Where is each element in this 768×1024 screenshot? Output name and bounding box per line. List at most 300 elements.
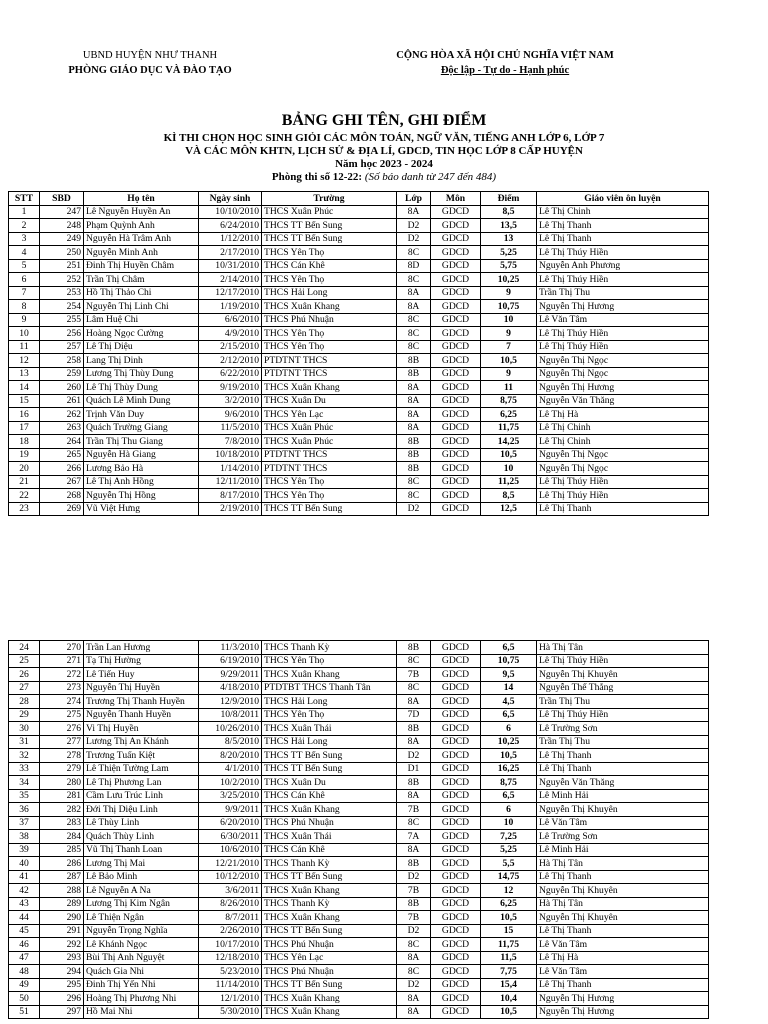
class-cell: 8B: [397, 722, 431, 736]
teacher-cell: Nguyễn Thị Ngọc: [537, 462, 709, 476]
table-row: [9, 654, 709, 668]
table-row: [9, 978, 709, 992]
dob-cell: 5/23/2010: [199, 965, 262, 979]
school-cell: THCS Yên Thọ: [262, 708, 397, 722]
subject-cell: GDCD: [431, 232, 481, 246]
class-cell: 8C: [397, 327, 431, 341]
score-cell: 10,75: [481, 300, 537, 314]
stt-cell: 33: [9, 762, 40, 776]
dob-cell: 10/12/2010: [199, 870, 262, 884]
table-row: [9, 354, 709, 368]
table-row: [9, 408, 709, 422]
table-row: [9, 924, 709, 938]
table-row: [9, 843, 709, 857]
name-cell: Lê Thị Anh Hồng: [84, 475, 199, 489]
school-cell: THCS Cán Khê: [262, 259, 397, 273]
sbd-cell: 264: [40, 435, 84, 449]
score-cell: 10,25: [481, 735, 537, 749]
sbd-cell: 278: [40, 749, 84, 763]
score-cell: 6: [481, 722, 537, 736]
name-cell: Trần Thị Châm: [84, 273, 199, 287]
name-cell: Bùi Thị Anh Nguyệt: [84, 951, 199, 965]
stt-cell: 43: [9, 897, 40, 911]
title-block: [0, 110, 768, 184]
score-cell: 14: [481, 681, 537, 695]
table-row: [9, 938, 709, 952]
class-cell: 8A: [397, 286, 431, 300]
stt-cell: 3: [9, 232, 40, 246]
sbd-cell: 258: [40, 354, 84, 368]
sbd-cell: 280: [40, 776, 84, 790]
class-cell: 8C: [397, 313, 431, 327]
school-cell: THCS Xuân Khang: [262, 668, 397, 682]
teacher-cell: Nguyễn Thị Ngọc: [537, 367, 709, 381]
score-cell: 10,5: [481, 749, 537, 763]
class-cell: 8B: [397, 641, 431, 655]
teacher-cell: Lê Thị Thanh: [537, 502, 709, 516]
col-header-subject: Môn: [431, 192, 481, 206]
table-row: [9, 992, 709, 1006]
stt-cell: 40: [9, 857, 40, 871]
header-right: [360, 48, 650, 78]
stt-cell: 23: [9, 502, 40, 516]
table-row: [9, 870, 709, 884]
class-cell: 8A: [397, 951, 431, 965]
score-cell: 7,25: [481, 830, 537, 844]
teacher-cell: Lê Thị Thúy Hiền: [537, 327, 709, 341]
class-cell: 7B: [397, 668, 431, 682]
teacher-cell: Nguyễn Thị Khuyên: [537, 884, 709, 898]
table-row: [9, 421, 709, 435]
school-cell: THCS TT Bến Sung: [262, 232, 397, 246]
dob-cell: 2/12/2010: [199, 354, 262, 368]
table-row: [9, 749, 709, 763]
class-cell: D2: [397, 219, 431, 233]
school-cell: THCS Xuân Khang: [262, 884, 397, 898]
subject-cell: GDCD: [431, 367, 481, 381]
class-cell: 8C: [397, 475, 431, 489]
school-cell: THCS Thanh Kỳ: [262, 641, 397, 655]
dob-cell: 12/17/2010: [199, 286, 262, 300]
school-cell: PTDTNT THCS: [262, 462, 397, 476]
table-row: [9, 367, 709, 381]
name-cell: Lê Khánh Ngọc: [84, 938, 199, 952]
score-cell: 6,25: [481, 408, 537, 422]
school-cell: THCS Yên Thọ: [262, 273, 397, 287]
stt-cell: 15: [9, 394, 40, 408]
score-cell: 15: [481, 924, 537, 938]
table-row: [9, 448, 709, 462]
score-cell: 12,5: [481, 502, 537, 516]
school-cell: THCS Cán Khê: [262, 843, 397, 857]
teacher-cell: Lê Thị Thanh: [537, 232, 709, 246]
table-body-part2: [9, 641, 709, 1019]
table-row: [9, 816, 709, 830]
dob-cell: 11/14/2010: [199, 978, 262, 992]
sbd-cell: 283: [40, 816, 84, 830]
subject-cell: GDCD: [431, 408, 481, 422]
stt-cell: 34: [9, 776, 40, 790]
subject-cell: GDCD: [431, 695, 481, 709]
stt-cell: 4: [9, 246, 40, 260]
teacher-cell: Lê Thị Thanh: [537, 870, 709, 884]
school-cell: THCS Hải Long: [262, 695, 397, 709]
table-row: [9, 708, 709, 722]
class-cell: 7B: [397, 884, 431, 898]
sbd-cell: 286: [40, 857, 84, 871]
teacher-cell: Nguyễn Thị Hương: [537, 381, 709, 395]
teacher-cell: Nguyễn Thị Hương: [537, 992, 709, 1006]
sbd-cell: 256: [40, 327, 84, 341]
dob-cell: 9/6/2010: [199, 408, 262, 422]
class-cell: 8A: [397, 695, 431, 709]
school-cell: THCS Xuân Du: [262, 776, 397, 790]
score-cell: 5,75: [481, 259, 537, 273]
col-header-school: Trường: [262, 192, 397, 206]
school-cell: THCS TT Bến Sung: [262, 978, 397, 992]
table-row: [9, 381, 709, 395]
sbd-cell: 247: [40, 205, 84, 219]
score-cell: 10: [481, 816, 537, 830]
stt-cell: 42: [9, 884, 40, 898]
name-cell: Cầm Lưu Trúc Linh: [84, 789, 199, 803]
stt-cell: 20: [9, 462, 40, 476]
teacher-cell: Nguyễn Thị Khuyên: [537, 803, 709, 817]
sbd-cell: 295: [40, 978, 84, 992]
class-cell: 8A: [397, 789, 431, 803]
subject-cell: GDCD: [431, 354, 481, 368]
dob-cell: 3/2/2010: [199, 394, 262, 408]
dob-cell: 6/19/2010: [199, 654, 262, 668]
table-row: [9, 313, 709, 327]
table-row: [9, 884, 709, 898]
class-cell: D2: [397, 924, 431, 938]
teacher-cell: Lê Văn Tâm: [537, 313, 709, 327]
name-cell: Phạm Quỳnh Anh: [84, 219, 199, 233]
table-row: [9, 259, 709, 273]
school-cell: THCS Xuân Khang: [262, 1005, 397, 1019]
dob-cell: 4/1/2010: [199, 762, 262, 776]
name-cell: Hồ Thị Thảo Chi: [84, 286, 199, 300]
dob-cell: 12/11/2010: [199, 475, 262, 489]
class-cell: 8A: [397, 421, 431, 435]
teacher-cell: Nguyễn Anh Phương: [537, 259, 709, 273]
name-cell: Trần Lan Hương: [84, 641, 199, 655]
subject-cell: GDCD: [431, 340, 481, 354]
subject-cell: GDCD: [431, 938, 481, 952]
name-cell: Lê Nguyễn A Na: [84, 884, 199, 898]
subject-cell: GDCD: [431, 708, 481, 722]
table-row: [9, 668, 709, 682]
teacher-cell: Hà Thị Tân: [537, 641, 709, 655]
table-row: [9, 897, 709, 911]
table-row: [9, 462, 709, 476]
subject-cell: GDCD: [431, 951, 481, 965]
dob-cell: 6/22/2010: [199, 367, 262, 381]
dob-cell: 6/30/2011: [199, 830, 262, 844]
subject-cell: GDCD: [431, 502, 481, 516]
teacher-cell: Hà Thị Tân: [537, 857, 709, 871]
school-cell: THCS Yên Thọ: [262, 340, 397, 354]
sbd-cell: 282: [40, 803, 84, 817]
subject-cell: GDCD: [431, 776, 481, 790]
table-row: [9, 219, 709, 233]
exam-subtitle-line2: VÀ CÁC MÔN KHTN, LỊCH SỬ & ĐỊA LÍ, GDCD, TIN HỌC LỚP 8 CẤP HUYỆN: [185, 145, 583, 157]
class-cell: D2: [397, 870, 431, 884]
name-cell: Tạ Thị Hường: [84, 654, 199, 668]
name-cell: Trương Tuấn Kiệt: [84, 749, 199, 763]
school-cell: THCS Hải Long: [262, 286, 397, 300]
score-cell: 9: [481, 327, 537, 341]
subject-cell: GDCD: [431, 803, 481, 817]
dob-cell: 2/14/2010: [199, 273, 262, 287]
name-cell: Quách Lê Minh Dung: [84, 394, 199, 408]
dob-cell: 12/1/2010: [199, 992, 262, 1006]
class-cell: 8B: [397, 435, 431, 449]
table-row: [9, 641, 709, 655]
teacher-cell: Lê Minh Hải: [537, 843, 709, 857]
stt-cell: 17: [9, 421, 40, 435]
stt-cell: 11: [9, 340, 40, 354]
class-cell: 7B: [397, 911, 431, 925]
stt-cell: 21: [9, 475, 40, 489]
stt-cell: 10: [9, 327, 40, 341]
stt-cell: 9: [9, 313, 40, 327]
stt-cell: 28: [9, 695, 40, 709]
dob-cell: 12/9/2010: [199, 695, 262, 709]
sbd-cell: 287: [40, 870, 84, 884]
score-cell: 7,75: [481, 965, 537, 979]
class-cell: 8B: [397, 776, 431, 790]
class-cell: 8C: [397, 246, 431, 260]
subject-cell: GDCD: [431, 654, 481, 668]
sbd-cell: 263: [40, 421, 84, 435]
dob-cell: 9/19/2010: [199, 381, 262, 395]
subject-cell: GDCD: [431, 857, 481, 871]
subject-cell: GDCD: [431, 273, 481, 287]
name-cell: Vi Thị Huyền: [84, 722, 199, 736]
name-cell: Nguyễn Trọng Nghĩa: [84, 924, 199, 938]
school-cell: THCS Yên Thọ: [262, 654, 397, 668]
school-cell: THCS Xuân Khang: [262, 911, 397, 925]
sbd-cell: 253: [40, 286, 84, 300]
name-cell: Trần Thị Thu Giang: [84, 435, 199, 449]
col-header-stt: STT: [9, 192, 40, 206]
stt-cell: 44: [9, 911, 40, 925]
score-table-part2: [8, 640, 709, 1019]
score-cell: 16,25: [481, 762, 537, 776]
org-line1: UBND HUYỆN NHƯ THANH: [82, 50, 218, 61]
stt-cell: 14: [9, 381, 40, 395]
subject-cell: GDCD: [431, 435, 481, 449]
class-cell: 7D: [397, 708, 431, 722]
stt-cell: 45: [9, 924, 40, 938]
sbd-cell: 269: [40, 502, 84, 516]
subject-cell: GDCD: [431, 246, 481, 260]
name-cell: Lê Tiến Huy: [84, 668, 199, 682]
score-cell: 6: [481, 803, 537, 817]
sbd-cell: 257: [40, 340, 84, 354]
table-row: [9, 394, 709, 408]
class-cell: 8B: [397, 354, 431, 368]
name-cell: Lương Thị Thùy Dung: [84, 367, 199, 381]
sbd-cell: 270: [40, 641, 84, 655]
table-row: [9, 475, 709, 489]
score-cell: 10,5: [481, 448, 537, 462]
name-cell: Hoàng Ngọc Cường: [84, 327, 199, 341]
national-title: CỘNG HÒA XÃ HỘI CHỦ NGHĨA VIỆT NAM: [396, 50, 614, 61]
subject-cell: GDCD: [431, 205, 481, 219]
class-cell: 8C: [397, 340, 431, 354]
stt-cell: 49: [9, 978, 40, 992]
stt-cell: 25: [9, 654, 40, 668]
subject-cell: GDCD: [431, 830, 481, 844]
stt-cell: 24: [9, 641, 40, 655]
sbd-cell: 290: [40, 911, 84, 925]
sbd-cell: 275: [40, 708, 84, 722]
stt-cell: 6: [9, 273, 40, 287]
col-header-teacher: Giáo viên ôn luyện: [537, 192, 709, 206]
stt-cell: 38: [9, 830, 40, 844]
header-left: [40, 48, 260, 78]
class-cell: 7B: [397, 803, 431, 817]
stt-cell: 8: [9, 300, 40, 314]
subject-cell: GDCD: [431, 327, 481, 341]
national-motto: Độc lập - Tự do - Hạnh phúc: [440, 65, 570, 76]
school-cell: THCS Xuân Phúc: [262, 421, 397, 435]
stt-cell: 50: [9, 992, 40, 1006]
table-row: [9, 489, 709, 503]
stt-cell: 32: [9, 749, 40, 763]
class-cell: D1: [397, 762, 431, 776]
school-cell: PTDTNT THCS: [262, 367, 397, 381]
class-cell: 8B: [397, 367, 431, 381]
subject-cell: GDCD: [431, 722, 481, 736]
teacher-cell: Lê Thị Thanh: [537, 219, 709, 233]
teacher-cell: Lê Thị Chinh: [537, 435, 709, 449]
name-cell: Lương Thị An Khánh: [84, 735, 199, 749]
school-cell: THCS Yên Lạc: [262, 408, 397, 422]
stt-cell: 16: [9, 408, 40, 422]
table-row: [9, 722, 709, 736]
sbd-cell: 281: [40, 789, 84, 803]
teacher-cell: Lê Văn Tâm: [537, 965, 709, 979]
exam-room-note: (Số báo danh từ 247 đến 484): [364, 171, 497, 183]
subject-cell: GDCD: [431, 286, 481, 300]
school-cell: THCS TT Bến Sung: [262, 924, 397, 938]
school-cell: THCS Cán Khê: [262, 789, 397, 803]
sbd-cell: 297: [40, 1005, 84, 1019]
name-cell: Nguyễn Minh Anh: [84, 246, 199, 260]
teacher-cell: Lê Thị Thúy Hiền: [537, 340, 709, 354]
school-cell: THCS Xuân Phúc: [262, 435, 397, 449]
teacher-cell: Nguyễn Thế Thắng: [537, 681, 709, 695]
table-row: [9, 286, 709, 300]
sbd-cell: 268: [40, 489, 84, 503]
teacher-cell: Lê Thị Hà: [537, 951, 709, 965]
col-header-name: Họ tên: [84, 192, 199, 206]
stt-cell: 1: [9, 205, 40, 219]
table-row: [9, 681, 709, 695]
subject-cell: GDCD: [431, 641, 481, 655]
subject-cell: GDCD: [431, 762, 481, 776]
teacher-cell: Lê Thị Hà: [537, 408, 709, 422]
score-cell: 11,75: [481, 421, 537, 435]
teacher-cell: Trần Thị Thu: [537, 286, 709, 300]
stt-cell: 35: [9, 789, 40, 803]
sbd-cell: 272: [40, 668, 84, 682]
dob-cell: 5/30/2010: [199, 1005, 262, 1019]
sbd-cell: 250: [40, 246, 84, 260]
dob-cell: 10/31/2010: [199, 259, 262, 273]
name-cell: Lê Thị Thùy Dung: [84, 381, 199, 395]
subject-cell: GDCD: [431, 911, 481, 925]
class-cell: 8C: [397, 681, 431, 695]
stt-cell: 48: [9, 965, 40, 979]
subject-cell: GDCD: [431, 259, 481, 273]
class-cell: 8C: [397, 965, 431, 979]
sbd-cell: 279: [40, 762, 84, 776]
table-row: [9, 1005, 709, 1019]
score-cell: 11: [481, 381, 537, 395]
class-cell: 8A: [397, 735, 431, 749]
exam-room: Phòng thi số 12-22:: [271, 171, 363, 183]
sbd-cell: 296: [40, 992, 84, 1006]
dob-cell: 9/29/2011: [199, 668, 262, 682]
subject-cell: GDCD: [431, 489, 481, 503]
sbd-cell: 285: [40, 843, 84, 857]
dob-cell: 2/17/2010: [199, 246, 262, 260]
class-cell: D2: [397, 749, 431, 763]
name-cell: Hoàng Thị Phương Nhi: [84, 992, 199, 1006]
dob-cell: 10/26/2010: [199, 722, 262, 736]
table-row: [9, 789, 709, 803]
name-cell: Nguyễn Thanh Huyền: [84, 708, 199, 722]
dob-cell: 8/7/2011: [199, 911, 262, 925]
stt-cell: 36: [9, 803, 40, 817]
stt-cell: 18: [9, 435, 40, 449]
sbd-cell: 293: [40, 951, 84, 965]
table-row: [9, 502, 709, 516]
sbd-cell: 274: [40, 695, 84, 709]
school-cell: THCS Yên Thọ: [262, 475, 397, 489]
teacher-cell: Lê Thị Thúy Hiền: [537, 273, 709, 287]
teacher-cell: Lê Thị Thúy Hiền: [537, 475, 709, 489]
name-cell: Nguyễn Thị Linh Chi: [84, 300, 199, 314]
sbd-cell: 251: [40, 259, 84, 273]
class-cell: 7A: [397, 830, 431, 844]
dob-cell: 2/15/2010: [199, 340, 262, 354]
score-cell: 10,5: [481, 911, 537, 925]
sbd-cell: 252: [40, 273, 84, 287]
page-title: BẢNG GHI TÊN, GHI ĐIỂM: [281, 112, 487, 129]
name-cell: Nguyễn Hà Trâm Anh: [84, 232, 199, 246]
table-row: [9, 246, 709, 260]
teacher-cell: Lê Thị Thúy Hiền: [537, 489, 709, 503]
score-cell: 10,75: [481, 654, 537, 668]
table-body-part1: [9, 205, 709, 516]
subject-cell: GDCD: [431, 668, 481, 682]
teacher-cell: Lê Trường Sơn: [537, 830, 709, 844]
name-cell: Nguyễn Thị Hồng: [84, 489, 199, 503]
table-row: [9, 911, 709, 925]
stt-cell: 51: [9, 1005, 40, 1019]
dob-cell: 12/18/2010: [199, 951, 262, 965]
class-cell: 8C: [397, 816, 431, 830]
score-cell: 10,5: [481, 1005, 537, 1019]
teacher-cell: Hà Thị Tân: [537, 897, 709, 911]
subject-cell: GDCD: [431, 381, 481, 395]
